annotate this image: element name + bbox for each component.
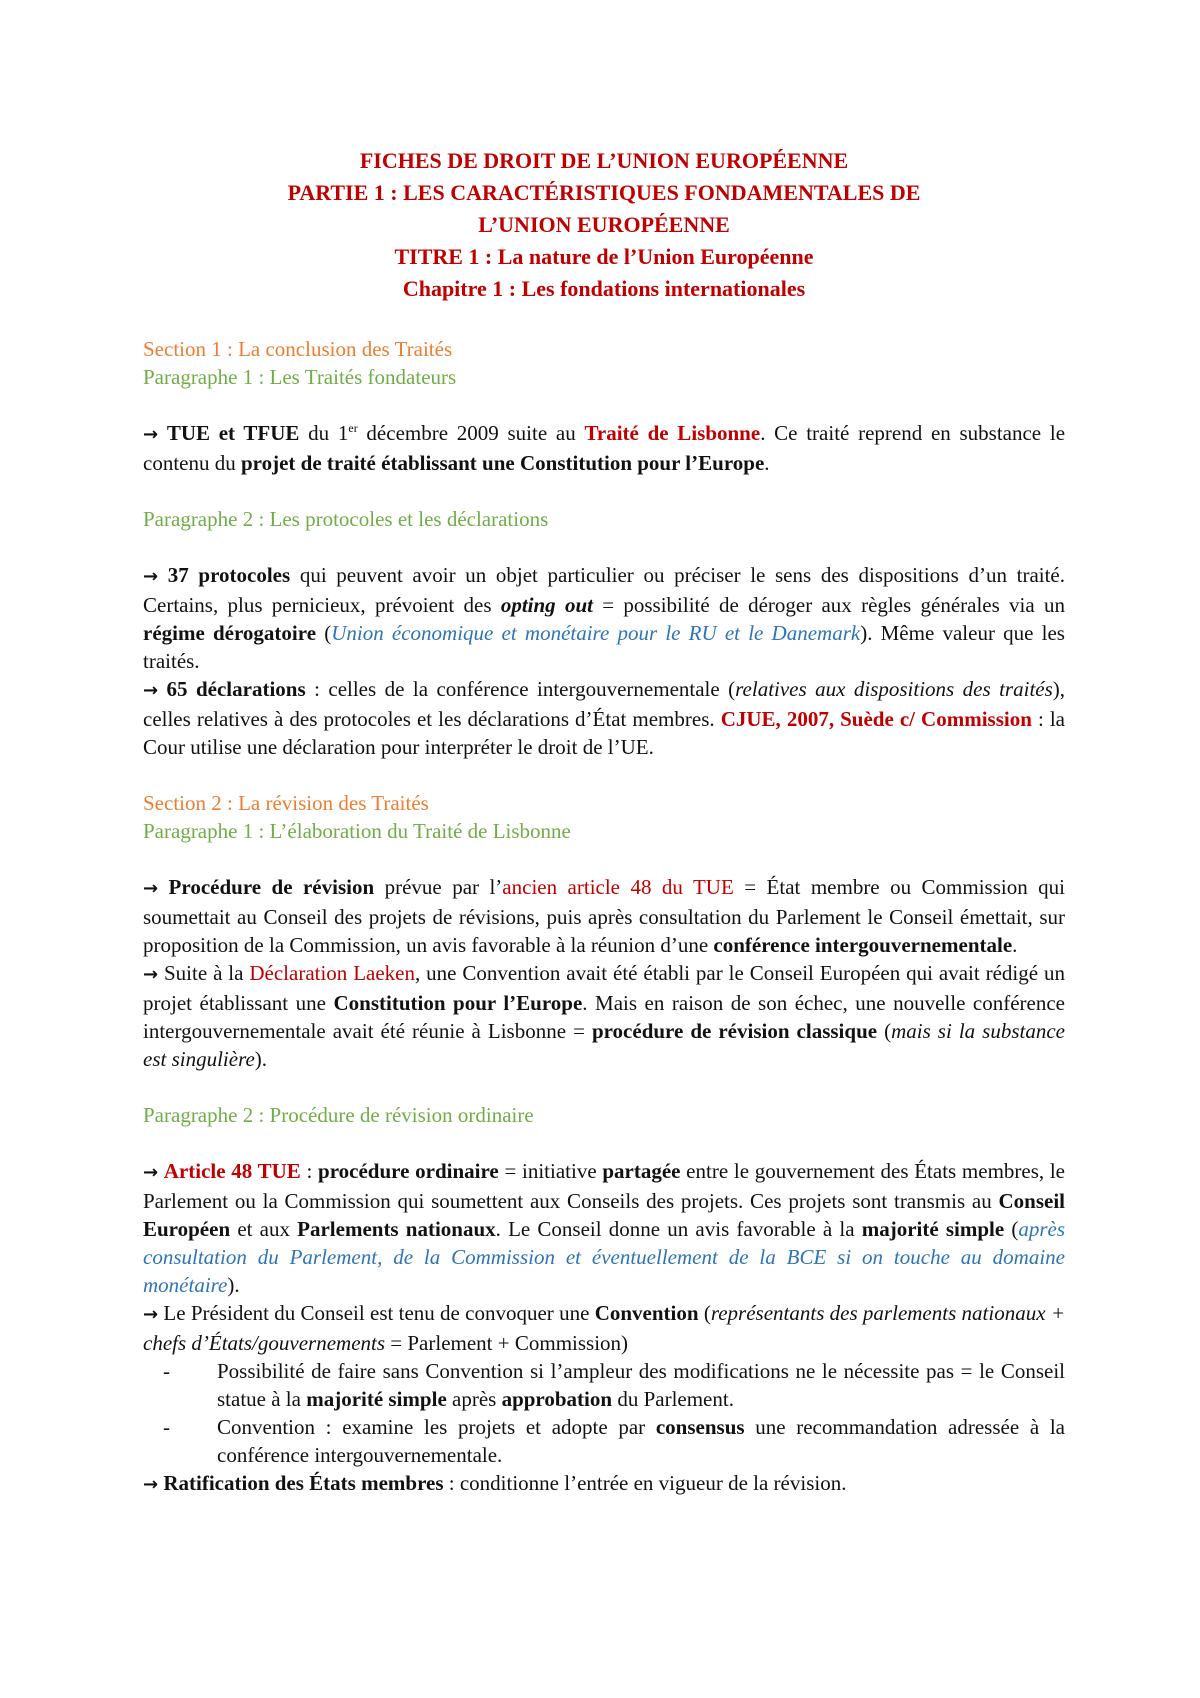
arrow-icon: →	[143, 566, 159, 587]
document-page	[143, 145, 1065, 1499]
list-item: - Convention : examine les projets et adopte par consensus une recommandation adressée à la conférence intergouvernementale.	[163, 1415, 1065, 1467]
arrow-icon: →	[143, 964, 159, 985]
s2-paragraph-1-heading: Paragraphe 1 : L’élaboration du Traité de Lisbonne	[143, 819, 571, 843]
s2-p2-convention: → Le Président du Conseil est tenu de convoquer une Convention (représentants des parlements nationaux + chefs d’États/gouvernements = Parlement + Commission)	[143, 1301, 1065, 1355]
arrow-icon: →	[143, 878, 159, 899]
s1-p1-text: → TUE et TFUE du 1er décembre 2009 suite au Traité de Lisbonne. Ce traité reprend en substance le contenu du projet de traité établissant une Constitution pour l’Europe.	[143, 421, 1066, 475]
titre-heading: TITRE 1 : La nature de l’Union Européenne	[394, 244, 814, 269]
s2-p2-article48: → Article 48 TUE : procédure ordinaire = initiative partagée entre le gouvernement des États membres, le Parlement ou la Commission qui soumettent aux Conseils des projets. Ces projets sont transmis au Conseil Européen et aux Parlements nationaux. Le Conseil donne un avis favorable à la majorité simple (après consultation du Parlement, de la Commission et éventuellement de la BCE si on touche au domaine monétaire).	[143, 1159, 1066, 1297]
arrow-icon: →	[143, 1304, 159, 1325]
s1-p2-declarations: → 65 déclarations : celles de la conférence intergouvernementale (relatives aux dispositions des traités), celles relatives à des protocoles et les déclarations d’État membres. CJUE, 2007, Suède c/ Commission : la Cour utilise une déclaration pour interpréter le droit de l’UE.	[143, 677, 1066, 759]
section-2-heading: Section 2 : La révision des Traités	[143, 791, 429, 815]
s1-paragraph-2-heading: Paragraphe 2 : Les protocoles et les déclarations	[143, 507, 549, 531]
s1-paragraph-1-heading: Paragraphe 1 : Les Traités fondateurs	[143, 365, 457, 389]
list-item: - Possibilité de faire sans Convention si l’ampleur des modifications ne le nécessite pas = le Conseil statue à la majorité simple après approbation du Parlement.	[163, 1359, 1065, 1411]
s2-paragraph-2-heading: Paragraphe 2 : Procédure de révision ordinaire	[143, 1103, 534, 1127]
arrow-icon: →	[143, 424, 159, 445]
arrow-icon: →	[143, 1474, 159, 1495]
part-title-cont: L’UNION EUROPÉENNE	[478, 212, 730, 237]
document-titles	[143, 145, 1065, 305]
part-title: PARTIE 1 : LES CARACTÉRISTIQUES FONDAMENTALES DE	[287, 180, 921, 205]
s2-p1-laeken: → Suite à la Déclaration Laeken, une Convention avait été établi par le Conseil Européen qui avait rédigé un projet établissant une Constitution pour l’Europe. Mais en raison de son échec, une nouvelle conférence intergouvernementale avait été réunie à Lisbonne = procédure de révision classique (mais si la substance est singulière).	[143, 961, 1066, 1071]
arrow-icon: →	[143, 1162, 159, 1183]
section-1-heading: Section 1 : La conclusion des Traités	[143, 337, 453, 361]
s1-p2-protocols: → 37 protocoles qui peuvent avoir un objet particulier ou préciser le sens des dispositions d’un traité. Certains, plus pernicieux, prévoient des opting out = possibilité de déroger aux règles générales via un régime dérogatoire (Union économique et monétaire pour le RU et le Danemark). Même valeur que les traités.	[143, 563, 1066, 673]
s2-p1-procedure: → Procédure de révision prévue par l’ancien article 48 du TUE = État membre ou Commission qui soumettait au Conseil des projets de révisions, puis après consultation du Parlement le Conseil émettait, sur proposition de la Commission, un avis favorable à la réunion d’une conférence intergouvernementale.	[143, 875, 1066, 957]
arrow-icon: →	[143, 680, 159, 701]
s2-p2-ratification: → Ratification des États membres : conditionne l’entrée en vigueur de la révision.	[143, 1471, 847, 1495]
chapter-heading: Chapitre 1 : Les fondations internationales	[402, 276, 806, 301]
convention-bullets	[143, 1357, 1065, 1469]
main-title: FICHES DE DROIT DE L’UNION EUROPÉENNE	[359, 148, 849, 173]
